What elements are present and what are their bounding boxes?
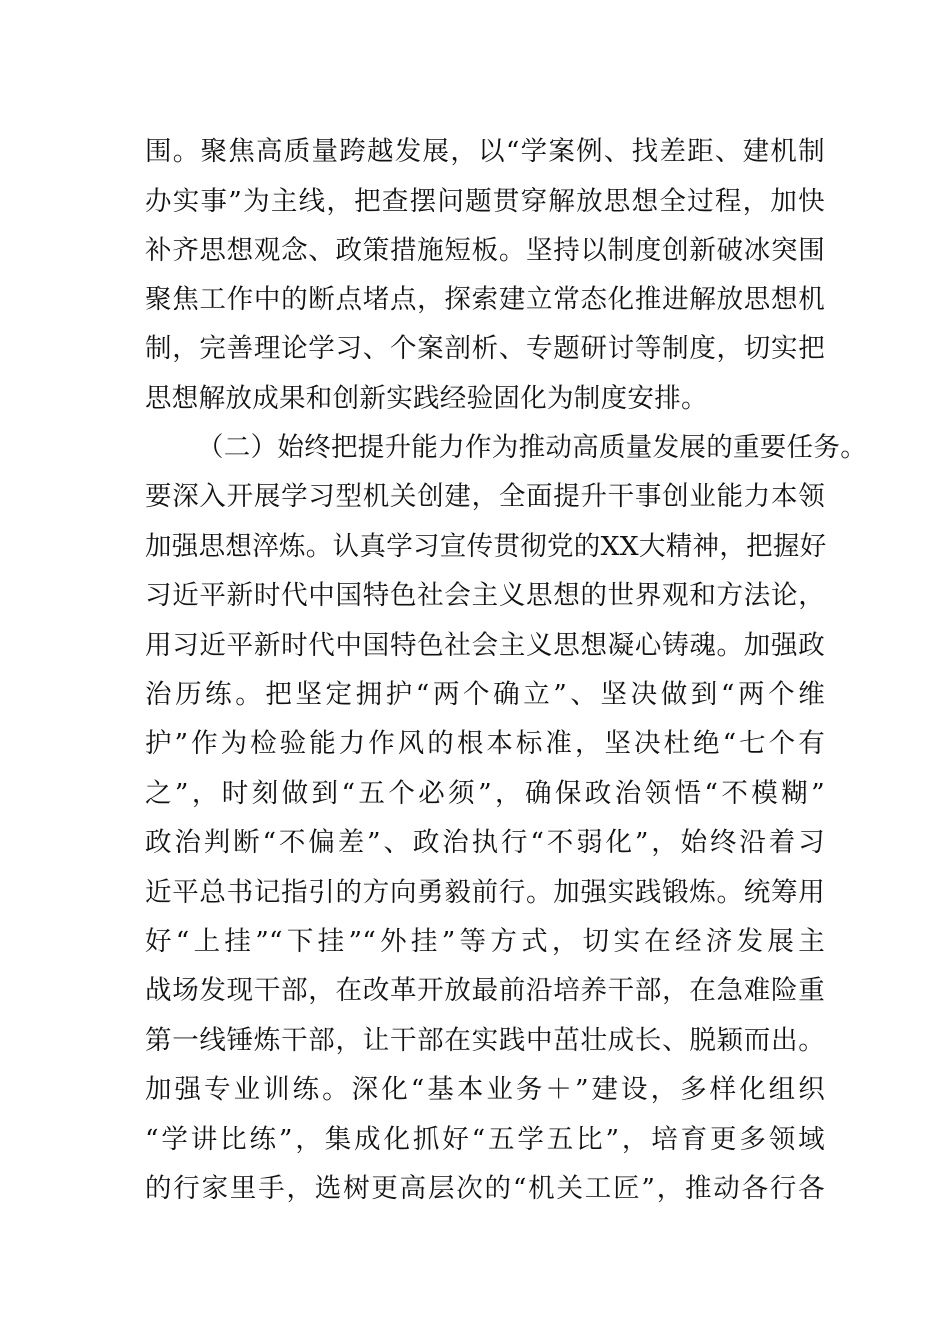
text-line: 加强专业训练。深化“基本业务＋”建设，多样化组织 bbox=[145, 1074, 825, 1105]
text-line: 战场发现干部，在改革开放最前沿培养干部，在急难险重 bbox=[145, 975, 825, 1006]
text-line: “学讲比练”，集成化抓好“五学五比”，培育更多领域 bbox=[145, 1124, 825, 1155]
text-line: 补齐思想观念、政策措施短板。坚持以制度创新破冰突围 bbox=[145, 235, 825, 266]
text-line: 制，完善理论学习、个案剖析、专题研讨等制度，切实把 bbox=[145, 333, 825, 364]
text-line: 聚焦工作中的断点堵点，探索建立常态化推进解放思想机 bbox=[145, 284, 825, 315]
section-heading: （二）始终把提升能力作为推动高质量发展的重要任务。 bbox=[197, 432, 867, 463]
text-line: 之”，时刻做到“五个必须”，确保政治领悟“不模糊” bbox=[145, 778, 825, 809]
text-line: 的行家里手，选树更高层次的“机关工匠”，推动各行各 bbox=[145, 1173, 825, 1204]
text-line: 加强思想淬炼。认真学习宣传贯彻党的XX大精神，把握好 bbox=[145, 531, 827, 562]
text-line: 用习近平新时代中国特色社会主义思想凝心铸魂。加强政 bbox=[145, 630, 825, 661]
text-line: 办实事”为主线，把查摆问题贯穿解放思想全过程，加快 bbox=[145, 186, 825, 217]
text-line: 围。聚焦高质量跨越发展，以“学案例、找差距、建机制 bbox=[145, 136, 825, 167]
text-line: 治历练。把坚定拥护“两个确立”、坚决做到“两个维 bbox=[145, 679, 825, 710]
text-line: 思想解放成果和创新实践经验固化为制度安排。 bbox=[145, 383, 708, 414]
text-line: 习近平新时代中国特色社会主义思想的世界观和方法论， bbox=[145, 580, 825, 611]
text-line: 第一线锤炼干部，让干部在实践中茁壮成长、脱颖而出。 bbox=[145, 1025, 825, 1056]
text-line: 护”作为检验能力作风的根本标准，坚决杜绝“七个有 bbox=[145, 728, 825, 759]
text-line: 好“上挂”“下挂”“外挂”等方式，切实在经济发展主 bbox=[145, 926, 825, 957]
text-line: 政治判断“不偏差”、政治执行“不弱化”，始终沿着习 bbox=[145, 827, 825, 858]
text-line: 近平总书记指引的方向勇毅前行。加强实践锻炼。统筹用 bbox=[145, 877, 825, 908]
text-line: 要深入开展学习型机关创建，全面提升干事创业能力本领 bbox=[145, 481, 825, 512]
